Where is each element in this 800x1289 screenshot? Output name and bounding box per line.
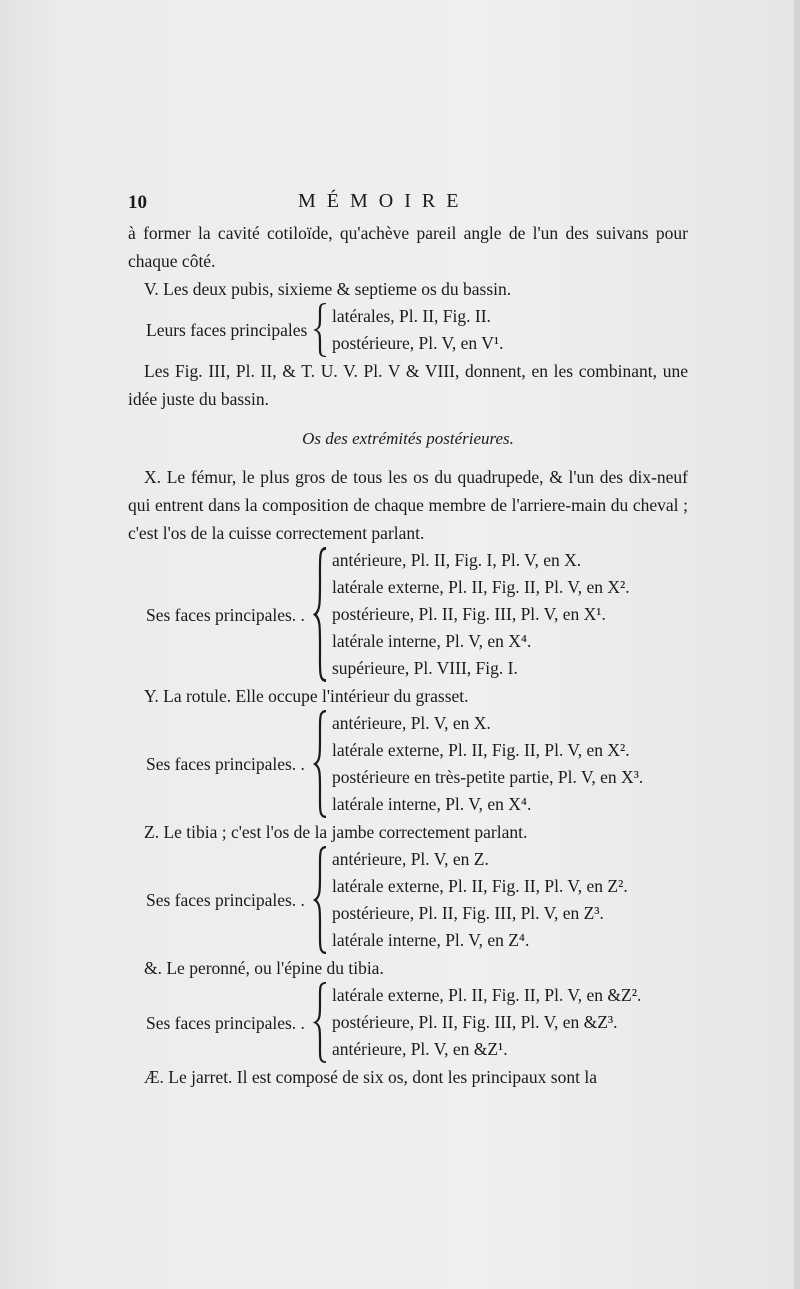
faces-label: Ses faces principales. .	[146, 1012, 305, 1033]
faces-group-tibia	[128, 846, 688, 954]
section-title: Os des extrémités postérieures.	[302, 429, 514, 448]
face-item: supérieure, Pl. VIII, Fig. I.	[332, 658, 518, 678]
face-item: postérieure, Pl. V, en V¹.	[332, 333, 504, 353]
face-item: latérale externe, Pl. II, Fig. II, Pl. V, en X².	[332, 577, 630, 597]
brace-icon	[313, 710, 329, 818]
face-item: antérieure, Pl. V, en X.	[332, 713, 491, 733]
brace-icon	[313, 982, 329, 1063]
brace-icon	[313, 846, 329, 954]
faces-group-femur	[128, 547, 688, 682]
paragraph-peronne: &. Le peronné, ou l'épine du tibia.	[144, 958, 384, 978]
face-item: latérale externe, Pl. II, Fig. II, Pl. V, en &Z².	[332, 985, 642, 1005]
faces-label: Ses faces principales. .	[146, 890, 305, 910]
face-item: latérale interne, Pl. V, en X⁴.	[332, 631, 532, 651]
face-item: latérale interne, Pl. V, en X⁴.	[332, 794, 532, 814]
paragraph-tibia: Z. Le tibia ; c'est l'os de la jambe correctement parlant.	[144, 822, 528, 842]
page-content	[128, 185, 688, 1091]
paragraph-femur: X. Le fémur, le plus gros de tous les os du quadrupede, & l'un des dix-neuf qui entrent dans la composition de chaque membre de l'arriere-main du cheval ; c'est l'os de la cuisse correctement parlant.	[128, 467, 688, 543]
face-item: postérieure, Pl. II, Fig. III, Pl. V, en X¹.	[332, 604, 606, 624]
face-item: antérieure, Pl. V, en Z.	[332, 849, 489, 869]
faces-group-peronne	[128, 982, 688, 1063]
paragraph-intro: à former la cavité cotiloïde, qu'achève pareil angle de l'un des suivans pour chaque côté.	[128, 223, 688, 271]
face-item: antérieure, Pl. V, en &Z¹.	[332, 1039, 508, 1059]
faces-label: Ses faces principales. .	[146, 604, 305, 625]
paragraph-figures: Les Fig. III, Pl. II, & T. U. V. Pl. V & VIII, donnent, en les combinant, une idée juste du bassin.	[128, 361, 688, 409]
face-item: postérieure en très-petite partie, Pl. V, en X³.	[332, 767, 644, 787]
brace-icon	[313, 303, 329, 357]
faces-label: Ses faces principales. .	[146, 754, 305, 774]
page-header	[128, 185, 688, 219]
face-item: latérale externe, Pl. II, Fig. II, Pl. V, en X².	[332, 740, 630, 760]
paragraph-pubis: V. Les deux pubis, sixieme & septieme os du bassin.	[144, 279, 512, 299]
faces-label: Leurs faces principales	[146, 320, 308, 340]
page-edge	[794, 0, 800, 1289]
paragraph-rotule: Y. La rotule. Elle occupe l'intérieur du grasset.	[144, 686, 469, 706]
page-number: 10	[128, 192, 147, 213]
face-item: antérieure, Pl. II, Fig. I, Pl. V, en X.	[332, 550, 582, 570]
face-item: latérales, Pl. II, Fig. II.	[332, 306, 491, 326]
brace-icon	[313, 547, 329, 682]
faces-group-rotule	[128, 710, 688, 818]
face-item: latérale externe, Pl. II, Fig. II, Pl. V, en Z².	[332, 876, 628, 896]
face-item: latérale interne, Pl. V, en Z⁴.	[332, 930, 530, 950]
faces-group-pubis	[128, 303, 688, 357]
face-item: postérieure, Pl. II, Fig. III, Pl. V, en Z³.	[332, 903, 604, 923]
running-title: MÉMOIRE	[298, 190, 470, 212]
paragraph-jarret: Æ. Le jarret. Il est composé de six os, dont les principaux sont la	[144, 1067, 597, 1087]
face-item: postérieure, Pl. II, Fig. III, Pl. V, en &Z³.	[332, 1012, 618, 1032]
